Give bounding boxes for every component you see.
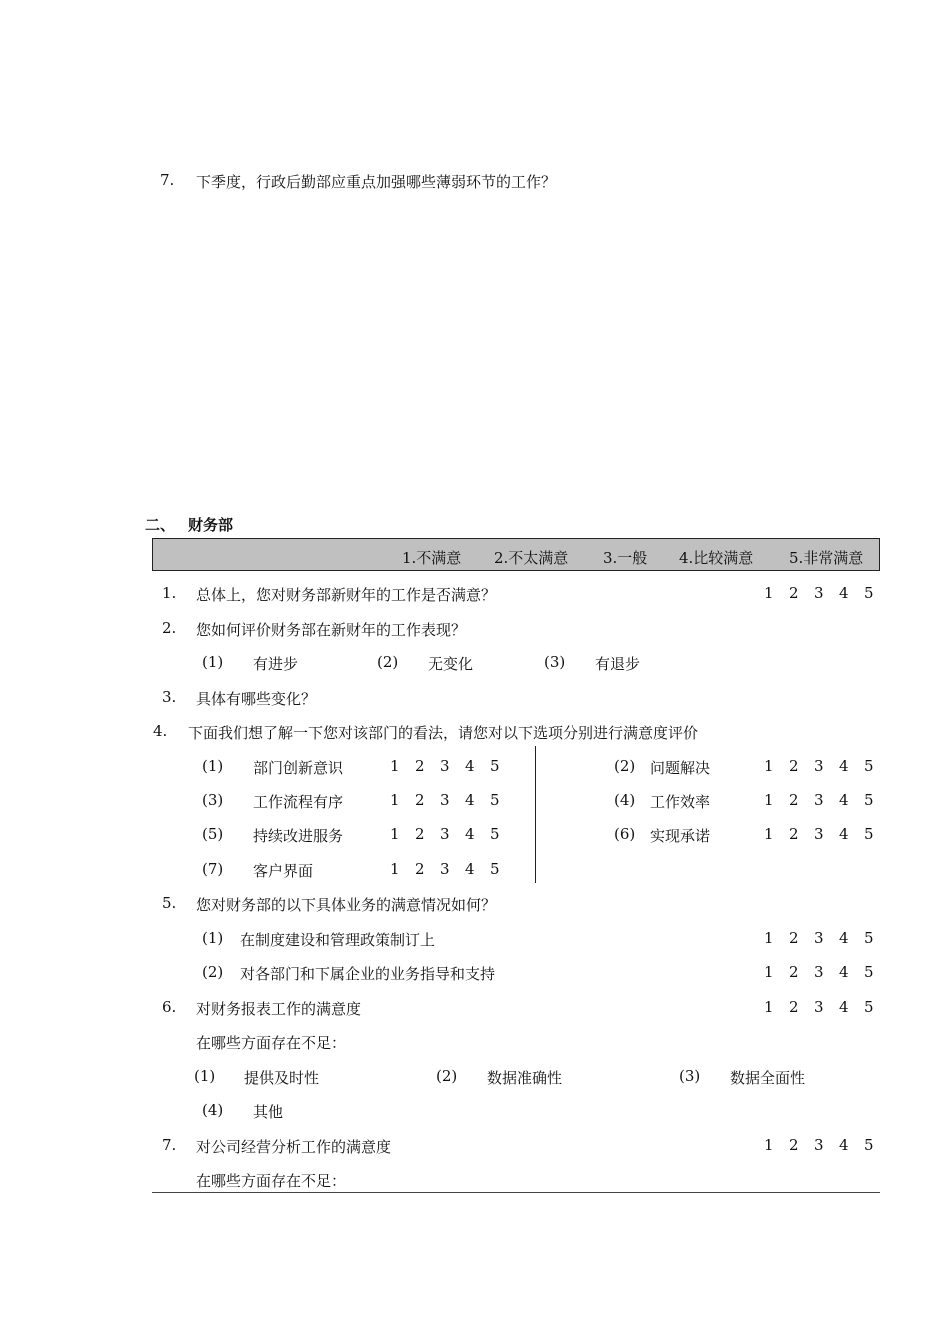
question-subtext: 在哪些方面存在不足：: [196, 1034, 347, 1052]
score-options[interactable]: 1 2 3 4 5: [764, 825, 874, 843]
question-text: 下面我们想了解一下您对该部门的看法，请您对以下选项分别进行满意度评价: [188, 724, 699, 742]
section-title: 财务部: [188, 516, 234, 534]
option-number: (3): [544, 653, 566, 671]
scale-label: 3.一般: [603, 549, 648, 567]
column-divider: [535, 746, 536, 883]
question-text: 您对财务部的以下具体业务的满意情况如何？: [196, 896, 497, 914]
item-label: 对各部门和下属企业的业务指导和支持: [240, 965, 496, 983]
score-options[interactable]: 1 2 3 4 5: [390, 757, 500, 775]
option-number: (3): [679, 1067, 701, 1085]
option-number: (1): [202, 653, 224, 671]
section-number: 二、: [145, 516, 176, 534]
scale-label: 2.不太满意: [494, 549, 569, 567]
score-options[interactable]: 1 2 3 4 5: [764, 1136, 874, 1154]
question-number: 6.: [162, 998, 177, 1016]
option-number: (4): [202, 1101, 224, 1119]
score-options[interactable]: 1 2 3 4 5: [764, 791, 874, 809]
score-options[interactable]: 1 2 3 4 5: [390, 791, 500, 809]
item-number: (6): [614, 825, 636, 843]
option-number: (1): [194, 1067, 216, 1085]
item-label: 工作效率: [650, 793, 711, 811]
question-number: 7.: [160, 171, 175, 189]
scale-label: 5.非常满意: [789, 549, 864, 567]
item-label: 在制度建设和管理政策制订上: [240, 931, 436, 949]
question-text: 您如何评价财务部在新财年的工作表现？: [196, 621, 467, 639]
question-number: 3.: [162, 688, 177, 706]
option-label[interactable]: 无变化: [428, 655, 474, 673]
score-options[interactable]: 1 2 3 4 5: [390, 825, 500, 843]
item-number: (1): [202, 757, 224, 775]
item-label: 持续改进服务: [253, 827, 344, 845]
question-text: 对公司经营分析工作的满意度: [196, 1138, 392, 1156]
item-number: (2): [202, 963, 224, 981]
score-options[interactable]: 1 2 3 4 5: [764, 963, 874, 981]
score-options[interactable]: 1 2 3 4 5: [764, 998, 874, 1016]
scale-label: 4.比较满意: [679, 549, 754, 567]
option-label[interactable]: 其他: [253, 1103, 284, 1121]
scale-label: 1.不满意: [402, 549, 462, 567]
question-number: 2.: [162, 619, 177, 637]
score-options[interactable]: 1 2 3 4 5: [390, 860, 500, 878]
bottom-rule: [152, 1192, 880, 1193]
option-number: (2): [436, 1067, 458, 1085]
item-number: (5): [202, 825, 224, 843]
score-options[interactable]: 1 2 3 4 5: [764, 757, 874, 775]
rating-scale-header: [152, 538, 880, 571]
option-number: (2): [377, 653, 399, 671]
question-text: 总体上，您对财务部新财年的工作是否满意？: [196, 586, 497, 604]
item-number: (1): [202, 929, 224, 947]
question-number: 1.: [162, 584, 177, 602]
option-label[interactable]: 数据准确性: [487, 1069, 563, 1087]
item-number: (2): [614, 757, 636, 775]
option-label[interactable]: 有进步: [253, 655, 299, 673]
score-options[interactable]: 1 2 3 4 5: [764, 584, 874, 602]
question-subtext: 在哪些方面存在不足：: [196, 1172, 347, 1190]
item-number: (7): [202, 860, 224, 878]
option-label[interactable]: 提供及时性: [244, 1069, 320, 1087]
item-label: 实现承诺: [650, 827, 711, 845]
item-label: 部门创新意识: [253, 759, 344, 777]
question-number: 4.: [153, 722, 168, 740]
question-number: 7.: [162, 1136, 177, 1154]
item-number: (3): [202, 791, 224, 809]
question-number: 5.: [162, 894, 177, 912]
item-number: (4): [614, 791, 636, 809]
question-text: 具体有哪些变化？: [196, 690, 317, 708]
score-options[interactable]: 1 2 3 4 5: [764, 929, 874, 947]
item-label: 问题解决: [650, 759, 711, 777]
question-text: 对财务报表工作的满意度: [196, 1000, 362, 1018]
question-text: 下季度，行政后勤部应重点加强哪些薄弱环节的工作？: [196, 173, 557, 191]
option-label[interactable]: 数据全面性: [730, 1069, 806, 1087]
item-label: 工作流程有序: [253, 793, 344, 811]
option-label[interactable]: 有退步: [595, 655, 641, 673]
item-label: 客户界面: [253, 862, 314, 880]
